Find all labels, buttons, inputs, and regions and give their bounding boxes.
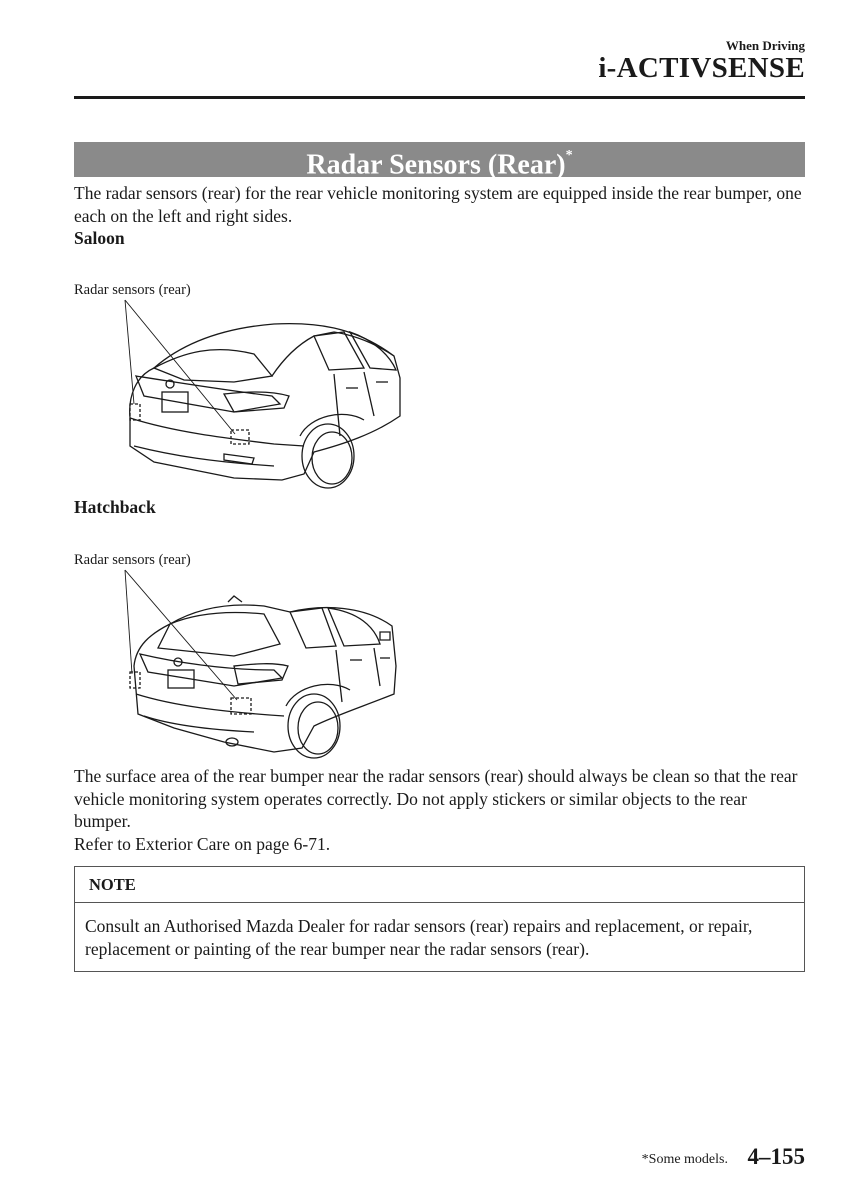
header-divider: [74, 96, 805, 99]
note-title: NOTE: [75, 867, 804, 903]
page-number: 4–155: [747, 1144, 805, 1169]
saloon-car-rear-illustration: [74, 296, 414, 496]
intro-paragraph: The radar sensors (rear) for the rear vehicle monitoring system are equipped inside the rear bumper, one each on the left and right sides.: [74, 183, 802, 226]
note-text: Consult an Authorised Mazda Dealer for radar sensors (rear) repairs and replacement, or repair, replacement or painting of the rear bumper near the radar sensors (rear).: [85, 916, 753, 959]
saloon-heading: Saloon: [74, 228, 125, 248]
refer-link-text: Refer to Exterior Care on page 6-71.: [74, 834, 331, 854]
saloon-callout-label: Radar sensors (rear): [74, 282, 191, 298]
section-title: Radar Sensors (Rear): [306, 149, 566, 181]
care-paragraph: The surface area of the rear bumper near the radar sensors (rear) should always be clean so that the rear vehicle monitoring system operates correctly. Do not apply stickers or similar objects to the rear bumper.: [74, 766, 798, 831]
note-box: [74, 866, 805, 972]
header-section-label: When Driving: [725, 38, 805, 53]
header-chapter-title: i-ACTIVSENSE: [598, 52, 805, 84]
footer-note: *Some models.: [641, 1152, 728, 1167]
hatchback-car-rear-illustration: [74, 566, 414, 766]
hatchback-heading: Hatchback: [74, 497, 156, 517]
hatchback-callout-label: Radar sensors (rear): [74, 552, 191, 568]
section-title-bar: [74, 142, 805, 181]
section-title-marker: *: [565, 148, 573, 163]
